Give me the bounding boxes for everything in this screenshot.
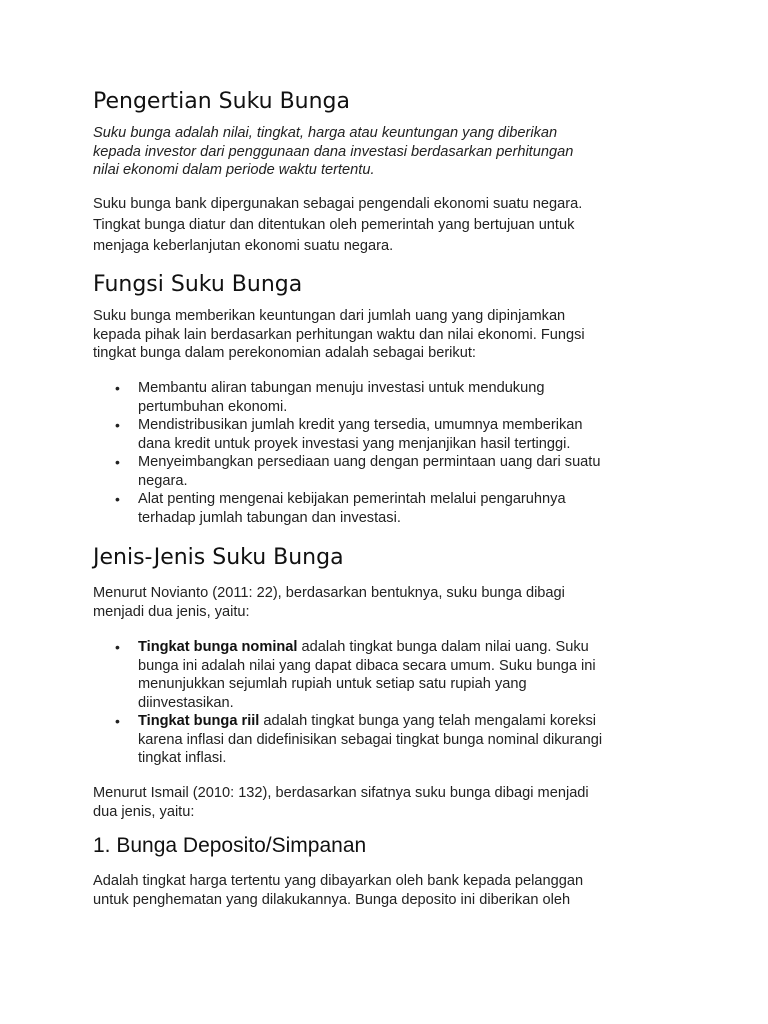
bullet-icon: • [115,417,120,433]
bank-interest-paragraph: Suku bunga bank dipergunakan sebagai pengendali ekonomi suatu negara. Tingkat bunga diatur dan ditentukan oleh pemerintah yang bertujuan untuk menjaga keberlanjutan ekonomi suatu negara. [93,196,583,254]
list-item: • Mendistribusikan jumlah kredit yang tersedia, umumnya memberikan dana kredit untuk proyek investasi yang menjanjikan hasil tertinggi. [115,417,583,452]
fungsi-bullet-list [93,379,600,527]
heading-pengertian: Pengertian Suku Bunga [93,89,350,114]
jenis-bullet-list [93,638,602,768]
list-item: • Tingkat bunga nominal adalah tingkat bunga dalam nilai uang. Suku bunga ini adalah nilai yang dapat dibaca secara umum. Suku bunga ini menunjukkan sejumlah rupiah untuk setiap satu rupiah yang diinvestasikan. [115,639,596,711]
term-nominal: Tingkat bunga nominal [138,639,298,655]
deposito-paragraph: Adalah tingkat harga tertentu yang dibayarkan oleh bank kepada pelanggan untuk penghematan yang dilakukannya. Bunga deposito ini diberikan oleh [93,873,584,908]
list-item: • Membantu aliran tabungan menuju investasi untuk mendukung pertumbuhan ekonomi. [115,380,545,415]
heading-fungsi: Fungsi Suku Bunga [93,272,303,297]
term-riil: Tingkat bunga riil [138,713,260,729]
heading-jenis: Jenis-Jenis Suku Bunga [93,545,344,570]
bullet-icon: • [115,639,120,655]
list-item: • Alat penting mengenai kebijakan pemerintah melalui pengaruhnya terhadap jumlah tabungan dan investasi. [115,491,566,526]
jenis-intro-paragraph: Menurut Novianto (2011: 22), berdasarkan bentuknya, suku bunga dibagi menjadi dua jenis, yaitu: [93,585,565,620]
list-item: • Menyeimbangkan persediaan uang dengan permintaan uang dari suatu negara. [115,454,601,489]
heading-bunga-deposito: 1. Bunga Deposito/Simpanan [93,834,367,857]
list-item: • Tingkat bunga riil adalah tingkat bunga yang telah mengalami koreksi karena inflasi dan didefinisikan sebagai tingkat bunga nominal dikurangi tingkat inflasi. [115,713,603,766]
fungsi-intro-paragraph: Suku bunga memberikan keuntungan dari jumlah uang yang dipinjamkan kepada pihak lain berdasarkan perhitungan waktu dan nilai ekonomi. Fungsi tingkat bunga dalam perekonomian adalah sebagai berikut: [93,308,585,361]
definition-paragraph: Suku bunga adalah nilai, tingkat, harga atau keuntungan yang diberikan kepada investor dari penggunaan dana investasi berdasarkan perhitungan nilai ekonomi dalam periode waktu tertentu. [93,125,574,178]
jenis-outro-paragraph: Menurut Ismail (2010: 132), berdasarkan sifatnya suku bunga dibagi menjadi dua jenis, yaitu: [93,785,589,820]
bullet-icon: • [115,380,120,396]
bullet-icon: • [115,491,120,507]
bullet-icon: • [115,713,120,729]
bullet-icon: • [115,454,120,470]
